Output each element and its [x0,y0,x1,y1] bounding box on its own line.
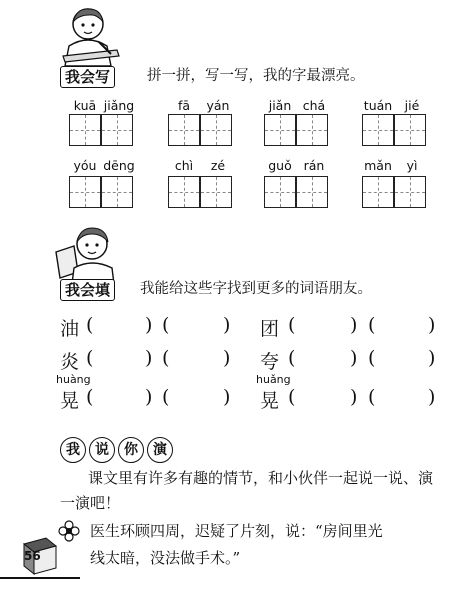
paren-open: ( [288,347,296,369]
paren-close: ) [223,386,231,408]
footer-rule [0,577,80,579]
writing-box[interactable] [69,176,101,208]
writing-box[interactable] [101,114,133,146]
char-pinyin: huǎng [256,373,291,386]
fill-char: 油 [60,318,80,340]
pinyin: jiǎn [268,98,292,113]
paren-close: ) [145,347,153,369]
flower-icon [58,520,80,542]
writing-box[interactable] [264,176,296,208]
pinyin: jié [404,98,420,113]
section-badge-write: 我会写 [60,66,115,88]
paren-open: ( [368,347,376,369]
pinyin: yóu [73,158,97,173]
writing-box[interactable] [69,114,101,146]
paren-open: ( [86,347,94,369]
quote-line: 线太暗，没法做手术。” [90,549,241,567]
paren-open: ( [288,314,296,336]
paren-open: ( [288,386,296,408]
paren-open: ( [86,386,94,408]
section-bubble: 演 [147,437,173,463]
pinyin: guǒ [268,158,292,173]
fill-char: 晃 [260,390,280,412]
fill-char: 夸 [260,351,280,373]
section-bubble: 说 [89,437,115,463]
paren-close: ) [428,314,436,336]
paren-open: ( [162,347,170,369]
fill-char: 晃 [60,390,80,412]
paragraph-line: 一演吧！ [60,494,121,512]
writing-box[interactable] [168,114,200,146]
writing-box[interactable] [101,176,133,208]
pinyin: chá [302,98,326,113]
writing-box[interactable] [296,114,328,146]
writing-box[interactable] [200,176,232,208]
paren-open: ( [368,314,376,336]
pinyin: fā [177,98,191,113]
fill-char: 团 [260,318,280,340]
pinyin: zé [210,158,226,173]
paren-close: ) [145,386,153,408]
section-instruction-fill: 我能给这些字找到更多的词语朋友。 [140,281,372,297]
paragraph-line: 课文里有许多有趣的情节，和小伙伴一起说一说、演 [88,469,434,487]
girl-writing-icon [55,4,125,68]
paren-close: ) [428,347,436,369]
paren-close: ) [223,347,231,369]
pinyin: rán [303,158,325,173]
quote-line: 医生环顾四周，迟疑了片刻，说：“房间里光 [90,522,383,540]
pinyin: yán [206,98,230,113]
pinyin: jiǎng [103,98,135,113]
fill-char: 炎 [60,351,80,373]
paren-close: ) [350,347,358,369]
writing-box[interactable] [200,114,232,146]
pinyin: yì [406,158,418,173]
pinyin: dēng [103,158,135,173]
paren-open: ( [162,314,170,336]
writing-box[interactable] [296,176,328,208]
girl-reading-icon [52,222,124,284]
paren-open: ( [86,314,94,336]
paren-close: ) [223,314,231,336]
paren-close: ) [350,314,358,336]
section-bubble: 你 [118,437,144,463]
char-pinyin: huàng [56,373,91,386]
pinyin: chì [174,158,194,173]
pinyin: tuán [363,98,393,113]
pinyin: mǎn [364,158,392,173]
writing-box[interactable] [394,114,426,146]
paren-close: ) [145,314,153,336]
writing-box[interactable] [168,176,200,208]
writing-box[interactable] [264,114,296,146]
paren-open: ( [368,386,376,408]
page-number: 56 [24,549,41,563]
paren-close: ) [428,386,436,408]
writing-box[interactable] [394,176,426,208]
pinyin: kuā [73,98,97,113]
writing-box[interactable] [362,176,394,208]
paren-open: ( [162,386,170,408]
section-instruction-write: 拼一拼，写一写，我的字最漂亮。 [147,68,365,84]
writing-box[interactable] [362,114,394,146]
section-badge-fill: 我会填 [60,279,115,301]
paren-close: ) [350,386,358,408]
section-bubble: 我 [60,437,86,463]
